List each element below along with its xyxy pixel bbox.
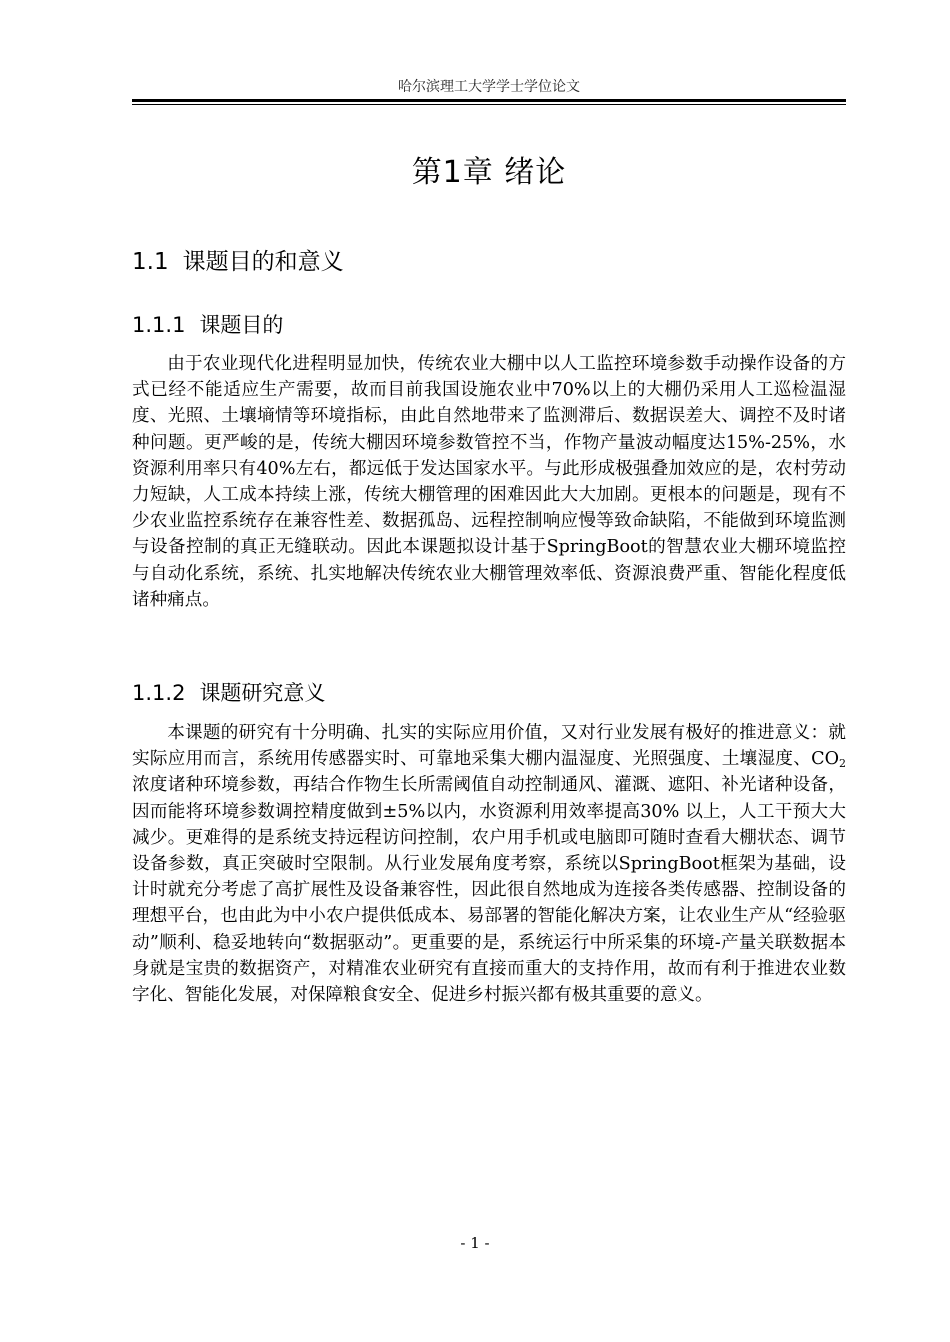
subsection-heading-1-1-2 <box>132 678 325 708</box>
section-heading-1-1 <box>132 245 344 279</box>
subsection-number: 1.1.1 <box>132 313 186 337</box>
section-number: 1.1 <box>132 249 169 275</box>
running-header: 哈尔滨理工大学学士学位论文 <box>398 79 580 95</box>
subsection-number: 1.1.2 <box>132 681 186 705</box>
subsection-heading-1-1-1 <box>132 310 283 340</box>
header-rule-thick <box>132 99 846 102</box>
header-rule-thin <box>132 104 846 105</box>
subsection-title-text: 课题研究意义 <box>199 681 326 705</box>
paragraph-text-part-2: 浓度诸种环境参数，再结合作物生长所需阈值自动控制通风、灌溉、遮阳、补光诸种设备，因而能将环境参数调控精度做到±5%以内，水资源利用效率提高30% 以上，人工干预大大减少。更难得的是系统支持远程访问控制，农户用手机或电脑即可随时查看大棚状态、调节设备参数，真正突破时空限制。从行业发展角度考察，系统以SpringBoot框架为基础，设计时就充分考虑了高扩展性及设备兼容性，因此很自然地成为连接各类传感器、控制设备的理想平台，也由此为中小农户提供低成本、易部署的智能化解决方案，让农业生产从“经验驱动”顺利、稳妥地转向“数据驱动”。更重要的是，系统运行中所采集的环境-产量关联数据本身就是宝贵的数据资产，对精准农业研究有直接而重大的支持作用，故而有利于推进农业数字化、智能化发展，对保障粮食安全、促进乡村振兴都有极其重要的意义。 <box>132 775 846 1006</box>
paragraph-text-part-1: 本课题的研究有十分明确、扎实的实际应用价值，又对行业发展有极好的推进意义：就实际应用而言，系统用传感器实时、可靠地采集大棚内温湿度、光照强度、土壤湿度、CO <box>132 723 846 770</box>
page-number: - 1 - <box>460 1234 490 1252</box>
section-title-text: 课题目的和意义 <box>182 249 344 275</box>
paragraph-purpose: 由于农业现代化进程明显加快，传统农业大棚中以人工监控环境参数手动操作设备的方式已经不能适应生产需要，故而目前我国设施农业中70%以上的大棚仍采用人工巡检温湿度、光照、土壤墒情等环境指标，由此自然地带来了监测滞后、数据误差大、调控不及时诸种问题。更严峻的是，传统大棚因环境参数管控不当，作物产量波动幅度达15%-25%，水资源利用率只有40%左右，都远低于发达国家水平。与此形成极强叠加效应的是，农村劳动力短缺，人工成本持续上涨，传统大棚管理的困难因此大大加剧。更根本的问题是，现有不少农业监控系统存在兼容性差、数据孤岛、远程控制响应慢等致命缺陷，不能做到环境监测与设备控制的真正无缝联动。因此本课题拟设计基于SpringBoot的智慧农业大棚环境监控与自动化系统，系统、扎实地解决传统农业大棚管理效率低、资源浪费严重、智能化程度低诸种痛点。 <box>132 354 846 610</box>
paragraph-significance <box>132 720 846 1008</box>
co2-subscript: 2 <box>839 757 846 771</box>
chapter-title: 第1章 绪论 <box>411 155 567 190</box>
subsection-title-text: 课题目的 <box>199 313 284 337</box>
